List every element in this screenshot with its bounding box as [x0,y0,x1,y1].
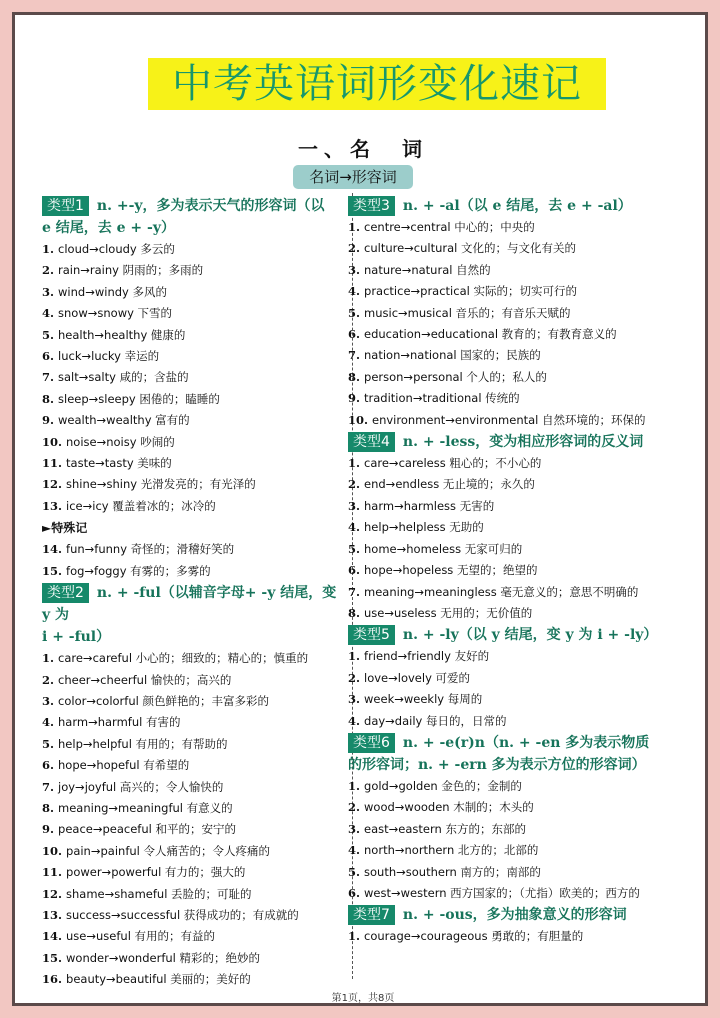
item-text: nation→national 国家的；民族的 [364,348,541,363]
type2-rule: n. + -ful（以辅音字母+ -y 结尾，变 y 为 [42,585,337,624]
list-item [348,410,688,431]
item-number: 5. [348,864,361,879]
item-text: use→useless 无用的；无价值的 [364,605,533,620]
list-item [348,324,688,345]
list-item [42,691,346,712]
type4-rule: n. + -less，变为相应形容词的反义词 [402,434,644,451]
item-number: 12. [42,886,63,901]
type5-list [348,646,688,732]
type1-heading-cont: e 结尾，去 e + -y） [42,220,175,236]
list-item [42,819,346,840]
item-text: joy→joyful 高兴的；令人愉快的 [58,779,224,794]
type7-heading [348,904,688,926]
item-number: 9. [42,822,55,837]
item-number: 6. [348,327,361,342]
list-item [42,926,346,947]
item-number: 5. [42,736,55,751]
list-item [348,303,688,324]
item-number: 9. [42,413,55,428]
type1-rule: n. +-y，多为表示天气的形容词（以 [96,198,325,214]
item-number: 3. [348,262,361,277]
item-text: hope→hopeful 有希望的 [58,758,190,773]
list-item [42,260,346,281]
item-text: centre→central 中心的；中央的 [364,220,535,234]
item-text: meaning→meaningful 有意义的 [58,800,233,815]
item-number: 1. [348,778,361,793]
item-text: ice→icy 覆盖着冰的；冰冷的 [66,498,216,513]
item-text: education→educational 教育的；有教育意义的 [364,327,617,342]
item-text: success→successful 获得成功的；有成就的 [66,907,299,922]
item-number: 10. [42,843,63,858]
page-footer: 第1页，共8页 [331,993,395,1004]
item-text: south→southern 南方的；南部的 [364,864,541,879]
item-number: 8. [42,800,55,815]
special-note: ►特殊记 [42,521,88,536]
list-item [348,281,688,302]
item-number: 14. [42,542,63,557]
section-title: 一、名 词 [298,137,428,161]
list-item [348,496,688,517]
item-number: 8. [42,391,55,406]
type7-list [348,926,688,947]
item-number: 7. [42,370,55,385]
item-number: 7. [348,584,361,599]
item-number: 11. [42,865,63,880]
item-text: peace→peaceful 和平的；安宁的 [58,822,236,837]
item-text: harm→harmless 无害的 [364,498,495,513]
type3-rule: n. + -al（以 e 结尾，去 e + -al） [402,198,632,214]
list-item [348,260,688,281]
item-text: cloud→cloudy 多云的 [58,242,175,256]
list-item [348,539,688,560]
item-text: gold→golden 金色的；金制的 [364,778,522,793]
item-text: taste→tasty 美味的 [66,456,172,471]
item-text: help→helpful 有用的；有帮助的 [58,736,228,751]
list-item [42,798,346,819]
item-text: care→careful 小心的；细致的；精心的；慎重的 [58,651,309,666]
item-text: use→useful 有用的；有益的 [66,929,216,944]
item-text: care→careless 粗心的；不小心的 [364,456,542,471]
list-item [42,561,346,582]
item-text: love→lovely 可爱的 [364,670,471,685]
type2-list [42,648,346,991]
item-text: cheer→cheerful 愉快的；高兴的 [58,672,232,687]
item-text: shine→shiny 光滑发亮的；有光泽的 [66,477,256,492]
item-text: color→colorful 颜色鲜艳的；丰富多彩的 [58,693,269,708]
type6-list [348,776,688,904]
list-item [42,948,346,969]
list-item [42,496,346,517]
item-number: 4. [348,284,361,299]
item-text: hope→hopeless 无望的；绝望的 [364,563,538,578]
type5-rule: n. + -ly（以 y 结尾，变 y 为 i + -ly） [402,627,658,644]
item-number: 9. [348,391,361,406]
item-number: 3. [42,284,55,299]
item-number: 2. [348,670,361,685]
list-item [42,734,346,755]
item-text: week→weekly 每周的 [364,692,483,707]
list-item [348,582,688,603]
item-text: health→healthy 健康的 [58,327,186,342]
list-item [42,862,346,883]
item-number: 3. [42,693,55,708]
item-text: north→northern 北方的；北部的 [364,843,539,858]
item-text: culture→cultural 文化的；与文化有关的 [364,241,577,256]
list-item [42,841,346,862]
item-number: 10. [348,412,369,427]
item-number: 1. [348,456,361,471]
list-item [42,969,346,990]
list-item [42,777,346,798]
item-number: 15. [42,563,63,578]
list-item [348,474,688,495]
item-number: 10. [42,434,63,449]
item-number: 4. [348,520,361,535]
item-number: 1. [348,220,361,234]
item-text: luck→lucky 幸运的 [58,349,160,364]
type3-heading [348,195,688,217]
list-item [42,303,346,324]
type2-heading [42,582,346,626]
list-item [348,560,688,581]
left-column [42,195,346,991]
list-item [42,648,346,669]
list-item [348,453,688,474]
list-item [42,367,346,388]
type4-badge: 类型4 [348,432,395,452]
item-text: salt→salty 咸的；含盐的 [58,370,189,385]
item-number: 2. [42,672,55,687]
item-number: 14. [42,929,63,944]
type4-list [348,453,688,624]
item-number: 6. [348,563,361,578]
item-number: 6. [348,885,361,900]
item-text: pain→painful 令人痛苦的；令人疼痛的 [66,843,270,858]
item-number: 7. [42,779,55,794]
item-text: west→western 西方国家的；（尤指）欧美的；西方的 [364,885,640,900]
item-text: courage→courageous 勇敢的；有胆量的 [364,929,584,944]
item-text: wind→windy 多风的 [58,284,167,299]
item-number: 5. [348,305,361,320]
type1-list [42,239,346,517]
type3-badge: 类型3 [348,196,395,216]
item-number: 16. [42,972,63,987]
item-number: 3. [348,821,361,836]
item-number: 2. [348,800,361,815]
item-number: 4. [348,843,361,858]
list-item [42,346,346,367]
item-number: 1. [42,242,55,256]
item-number: 6. [42,758,55,773]
list-item [348,388,688,409]
item-number: 4. [42,715,55,730]
list-item [348,883,688,904]
list-item [42,905,346,926]
item-text: wealth→wealthy 富有的 [58,413,190,428]
type3-list [348,217,688,431]
list-item [348,603,688,624]
list-item [42,282,346,303]
list-item [348,797,688,818]
item-text: fog→foggy 有雾的；多雾的 [66,563,211,578]
type6-heading [348,732,688,754]
item-text: tradition→traditional 传统的 [364,391,520,406]
type2-heading-cont: i + -ful） [42,629,111,646]
item-number: 13. [42,498,63,513]
list-item [348,840,688,861]
list-item [42,453,346,474]
list-item [348,862,688,883]
item-number: 2. [42,263,55,278]
item-text: beauty→beautiful 美丽的；美好的 [66,972,251,987]
item-number: 4. [348,713,361,728]
list-item [42,712,346,733]
item-text: snow→snowy 下雪的 [58,306,173,321]
item-text: home→homeless 无家可归的 [364,541,523,556]
item-number: 1. [348,649,361,664]
item-text: nature→natural 自然的 [364,262,491,277]
list-item [348,517,688,538]
item-text: east→eastern 东方的；东部的 [364,821,526,836]
section-subtitle: 名词→形容词 [293,165,413,189]
list-item [348,345,688,366]
item-text: fun→funny 奇怪的；滑稽好笑的 [66,542,235,557]
item-number: 13. [42,907,63,922]
list-item [348,367,688,388]
type5-heading [348,624,688,646]
list-item [42,474,346,495]
item-number: 15. [42,950,63,965]
item-number: 7. [348,348,361,363]
item-number: 1. [348,929,361,944]
item-text: music→musical 音乐的；有音乐天赋的 [364,305,571,320]
type7-rule: n. + -ous，多为抽象意义的形容词 [402,907,627,924]
item-text: environment→environmental 自然环境的；环保的 [372,412,646,427]
page-title: 中考英语词形变化速记 [172,61,582,107]
item-text: power→powerful 有力的；强大的 [66,865,246,880]
list-item [42,755,346,776]
item-number: 6. [42,349,55,364]
list-item [348,711,688,732]
item-text: harm→harmful 有害的 [58,715,181,730]
item-text: person→personal 个人的；私人的 [364,369,547,384]
type1-special-list [42,539,346,582]
item-number: 12. [42,477,63,492]
item-text: wood→wooden 木制的；木头的 [364,800,534,815]
item-number: 2. [348,241,361,256]
document-page [12,12,708,1006]
type6-badge: 类型6 [348,733,395,753]
right-column [348,195,688,948]
list-item [348,668,688,689]
item-text: rain→rainy 阴雨的；多雨的 [58,263,204,278]
type7-badge: 类型7 [348,905,395,925]
list-item [42,410,346,431]
list-item [42,239,346,260]
item-number: 1. [42,651,55,666]
item-number: 4. [42,306,55,321]
item-number: 5. [42,327,55,342]
item-number: 8. [348,369,361,384]
list-item [42,884,346,905]
type4-heading [348,431,688,453]
item-number: 3. [348,692,361,707]
item-text: day→daily 每日的，日常的 [364,713,507,728]
item-text: practice→practical 实际的；切实可行的 [364,284,577,299]
type6-heading-cont: 的形容词；n. + -ern 多为表示方位的形容词） [348,756,646,773]
item-number: 8. [348,605,361,620]
item-number: 11. [42,456,63,471]
type1-badge: 类型1 [42,196,89,216]
list-item [348,926,688,947]
list-item [348,238,688,259]
item-text: shame→shameful 丢脸的；可耻的 [66,886,252,901]
list-item [348,646,688,667]
item-text: meaning→meaningless 毫无意义的；意思不明确的 [364,584,639,599]
item-text: sleep→sleepy 困倦的；瞌睡的 [58,391,220,406]
list-item [348,776,688,797]
type6-rule: n. + -e(r)n（n. + -en 多为表示物质 [402,734,650,751]
list-item [348,819,688,840]
list-item [42,670,346,691]
item-number: 3. [348,498,361,513]
type1-heading [42,195,346,217]
item-number: 2. [348,477,361,492]
list-item [348,689,688,710]
list-item [42,325,346,346]
type5-badge: 类型5 [348,625,395,645]
item-number: 5. [348,541,361,556]
list-item [42,539,346,560]
item-text: friend→friendly 友好的 [364,649,490,664]
item-text: end→endless 无止境的；永久的 [364,477,535,492]
type2-badge: 类型2 [42,583,89,603]
item-text: wonder→wonderful 精彩的；绝妙的 [66,950,261,965]
item-text: noise→noisy 吵闹的 [66,434,175,449]
list-item [42,432,346,453]
list-item [348,217,688,238]
list-item [42,389,346,410]
item-text: help→helpless 无助的 [364,520,484,535]
